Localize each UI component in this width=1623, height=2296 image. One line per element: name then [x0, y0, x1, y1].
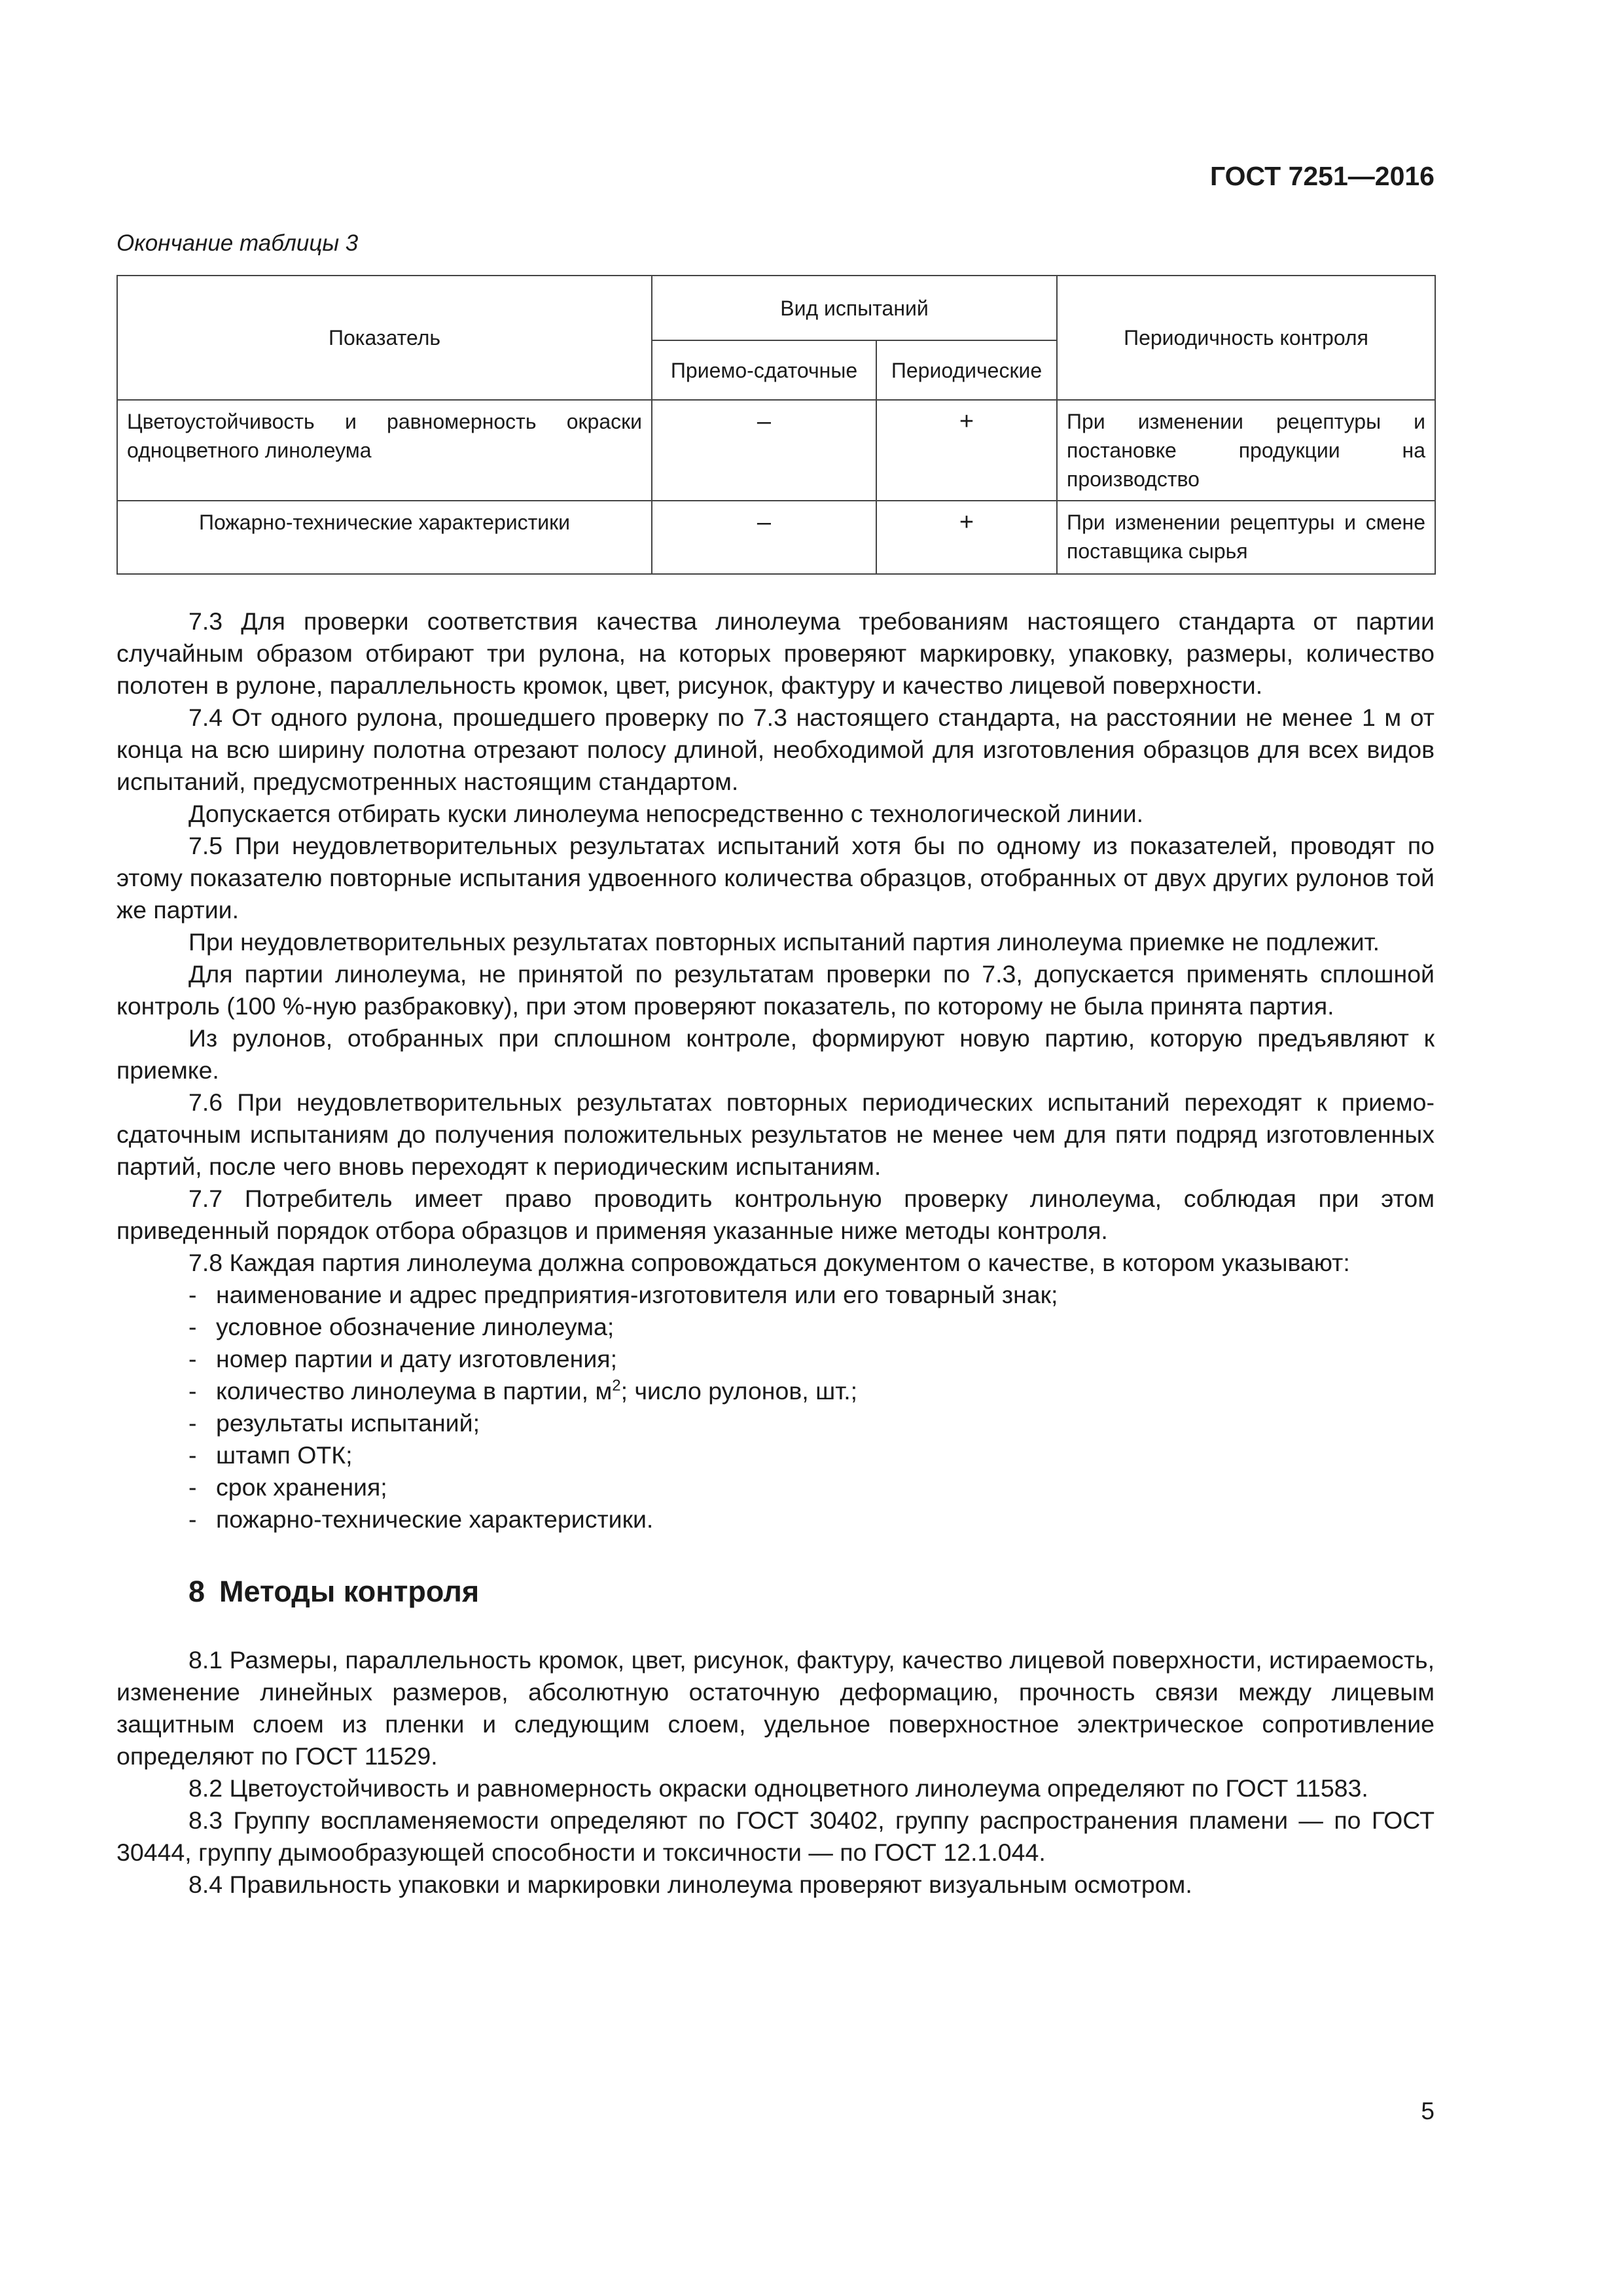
list-dash: -: [188, 1473, 197, 1501]
paragraph-7-6: 7.6 При неудовлетворительных результатах повторных периодических испытаний переходят к приемо-сдаточным испытаниям до получения положительных результатов не менее чем для пяти подряд изготовленных партий, после чего вновь переходят к периодическим испытаниям.: [116, 1088, 1435, 1180]
table-3: [116, 275, 1436, 575]
list-item: - условное обозначение линолеума;: [188, 1311, 1435, 1343]
row-periodic: +: [876, 400, 1057, 501]
paragraph-8-3: 8.3 Группу воспламеняемости определяют по ГОСТ 30402, группу распространения пламени — по ГОСТ 30444, группу дымообразующей способности и токсичности — по ГОСТ 12.1.044.: [116, 1806, 1435, 1866]
paragraph-7-8: 7.8 Каждая партия линолеума должна сопровождаться документом о качестве, в котором указывают:: [188, 1249, 1350, 1276]
header-test-type: Вид испытаний: [652, 276, 1057, 340]
document-code: ГОСТ 7251—2016: [1209, 161, 1435, 191]
row-acceptance: –: [652, 400, 876, 501]
table-row: [117, 501, 1435, 574]
list-item: - номер партии и дату изготовления;: [188, 1343, 1435, 1375]
header-frequency: Периодичность контроля: [1057, 276, 1435, 400]
row-indicator: Цветоустойчивость и равномерность окраски одноцветного линолеума: [117, 400, 652, 501]
paragraph-7-7: 7.7 Потребитель имеет право проводить контрольную проверку линолеума, соблюдая при этом приведенный порядок отбора образцов и применяя указанные ниже методы контроля.: [116, 1185, 1435, 1244]
header-acceptance: Приемо-сдаточные: [652, 340, 876, 400]
section-title: Методы контроля: [219, 1575, 480, 1608]
list-dash: -: [188, 1409, 197, 1437]
row-frequency: При изменении рецептуры и постановке продукции на производство: [1057, 400, 1435, 501]
list-item: - срок хранения;: [188, 1471, 1435, 1503]
table-caption: Окончание таблицы 3: [116, 230, 359, 256]
superscript: 2: [612, 1376, 621, 1395]
paragraph-8-1: 8.1 Размеры, параллельность кромок, цвет, рисунок, фактуру, качество лицевой поверхности, истираемость, изменение линейных размеров, абсолютную остаточную деформацию, прочность связи между лицевым защитным слоем из пленки и следующим слоем, удельное поверхностное электрическое сопротивление определяют по ГОСТ 11529.: [116, 1646, 1435, 1770]
list-item: - результаты испытаний;: [188, 1407, 1435, 1439]
paragraph-8-4: 8.4 Правильность упаковки и маркировки линолеума проверяют визуальным осмотром.: [188, 1871, 1192, 1898]
paragraph-7-4: 7.4 От одного рулона, прошедшего проверку по 7.3 настоящего стандарта, на расстоянии не менее 1 м от конца на всю ширину полотна отрезают полосу длиной, необходимой для изготовления образцов для всех видов испытаний, предусмотренных настоящим стандартом.: [116, 704, 1435, 795]
paragraph-8-2: 8.2 Цветоустойчивость и равномерность окраски одноцветного линолеума определяют по ГОСТ 11583.: [188, 1774, 1368, 1802]
paragraph-7-3: 7.3 Для проверки соответствия качества линолеума требованиям настоящего стандарта от партии случайным образом отбирают три рулона, на которых проверяют маркировку, упаковку, размеры, количество полотен в рулоне, параллельность кромок, цвет, рисунок, фактуру и качество лицевой поверхности.: [116, 607, 1435, 699]
list-dash: -: [188, 1441, 197, 1469]
header-periodic: Периодические: [876, 340, 1057, 400]
paragraph-7-5-new-batch: Из рулонов, отобранных при сплошном контроле, формируют новую партию, которую предъявляют к приемке.: [116, 1024, 1435, 1084]
list-dash: -: [188, 1505, 197, 1533]
quality-document-list: [116, 1279, 1435, 1535]
list-dash: -: [188, 1313, 197, 1340]
list-item: - наименование и адрес предприятия-изготовителя или его товарный знак;: [188, 1279, 1435, 1311]
paragraph-7-4-note: Допускается отбирать куски линолеума непосредственно с технологической линии.: [188, 800, 1144, 827]
row-acceptance: –: [652, 501, 876, 574]
list-dash: -: [188, 1377, 197, 1405]
section-number: 8: [188, 1575, 205, 1608]
header-indicator: Показатель: [117, 276, 652, 400]
list-item: - пожарно-технические характеристики.: [188, 1503, 1435, 1535]
section-heading: [116, 1573, 1435, 1610]
list-item: - количество линолеума в партии, $м^2$; число рулонов, шт.;: [188, 1375, 1435, 1407]
list-item: - штамп ОТК;: [188, 1439, 1435, 1471]
row-indicator: Пожарно-технические характеристики: [117, 501, 652, 574]
list-dash: -: [188, 1345, 197, 1372]
page-number: 5: [1421, 2098, 1435, 2125]
row-periodic: +: [876, 501, 1057, 574]
paragraph-7-5: 7.5 При неудовлетворительных результатах испытаний хотя бы по одному из показателей, проводят по этому показателю повторные испытания удвоенного количества образцов, отобранных от двух других рулонов той же партии.: [116, 832, 1435, 924]
list-dash: -: [188, 1281, 197, 1308]
paragraph-7-5-repeat: При неудовлетворительных результатах повторных испытаний партия линолеума приемке не подлежит.: [188, 928, 1380, 956]
table-header-row: [117, 276, 1435, 340]
document-body: [116, 605, 1435, 1901]
row-frequency: При изменении рецептуры и смене поставщика сырья: [1057, 501, 1435, 574]
paragraph-7-5-full-control: Для партии линолеума, не принятой по результатам проверки по 7.3, допускается применять сплошной контроль (100 %-ную разбраковку), при этом проверяют показатель, по которому не была принята партия.: [116, 960, 1435, 1020]
table-row: [117, 400, 1435, 501]
